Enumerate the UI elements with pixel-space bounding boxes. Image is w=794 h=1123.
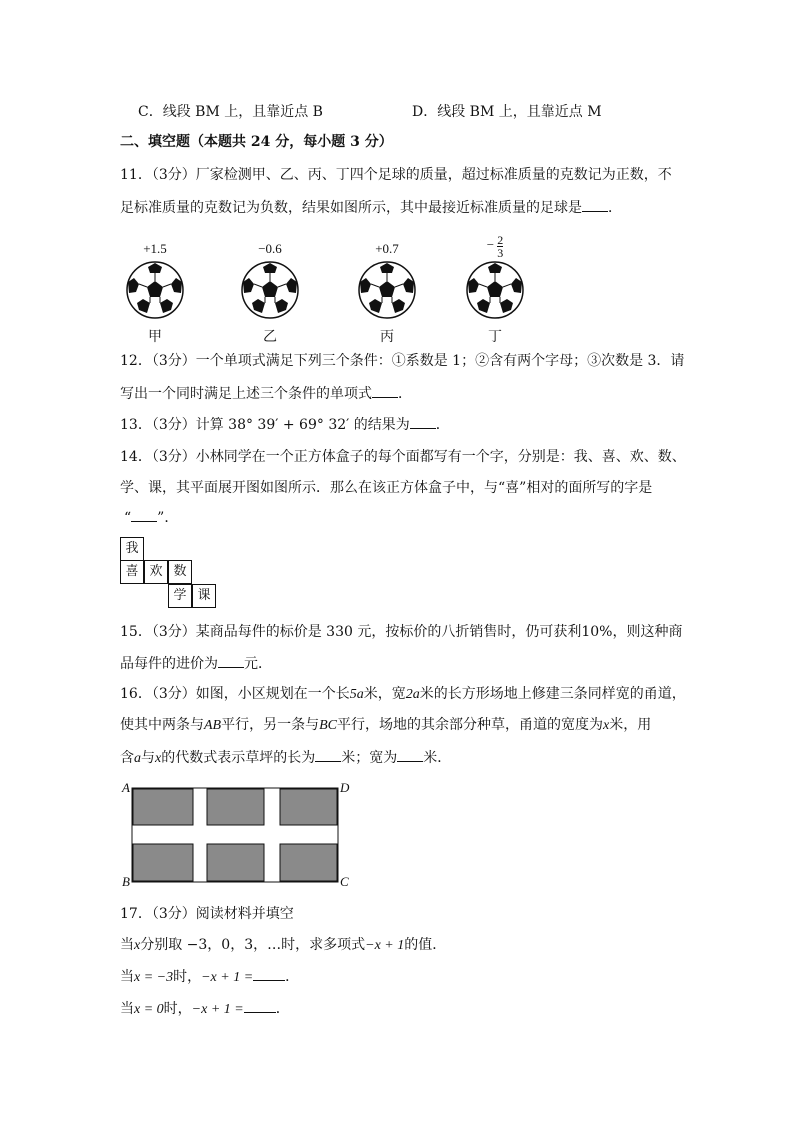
q16-text: 与 <box>141 750 155 766</box>
ball-value: −0.6 <box>258 241 282 256</box>
q13-text: 13．（3分）计算 38° 39′ + 69° 32′ 的结果为 <box>120 417 410 433</box>
ball-bing <box>352 238 422 346</box>
q11-line1: 11．（3分）厂家检测甲、乙、丙、丁四个足球的质量，超过标准质量的克数记为正数，不 <box>120 167 672 183</box>
answer-blank <box>253 966 285 981</box>
q16-text: 平行，场地的其余部分种草，甬道的宽度为 <box>337 717 603 733</box>
q16-text: 米． <box>423 750 452 766</box>
q17-text: 分别取 −3，0，3，…时，求多项式 <box>140 937 366 953</box>
q17-text: ． <box>275 1001 290 1017</box>
soccer-ball-icon <box>357 260 417 320</box>
q16-line2 <box>120 715 651 736</box>
answer-blank <box>244 998 276 1013</box>
q11-period: ． <box>608 200 622 216</box>
q17-text: 当 <box>120 937 134 953</box>
q11-text: 足标准质量的克数记为负数，结果如图所示，其中最接近标准质量的足球是 <box>120 200 582 216</box>
answer-blank <box>218 653 244 668</box>
fraction-sign: − <box>486 237 495 252</box>
q17-expr: x = −3 <box>134 970 174 985</box>
ball-name: 丙 <box>380 329 394 345</box>
q16-text: 米，宽 <box>363 686 406 702</box>
fraction <box>497 234 503 259</box>
q17-expr: −x + 1 = <box>201 970 254 985</box>
q15-unit: 元． <box>244 656 272 672</box>
ball-name: 甲 <box>148 329 162 345</box>
q16-text: 平行，另一条与 <box>221 717 320 733</box>
q16-var: AB <box>204 718 222 733</box>
q13-period: ． <box>435 417 450 433</box>
q17-text: 时， <box>163 1001 192 1017</box>
q16-text: 米，用 <box>609 717 652 733</box>
ball-yi <box>235 238 305 346</box>
q12-period: ． <box>398 386 412 402</box>
q17-expr: −x + 1 = <box>191 1002 244 1017</box>
ball-value: +0.7 <box>375 241 399 256</box>
q14-line2: 学、课，其平面展开图如图所示．那么在该正方体盒子中，与“喜”相对的面所写的字是 <box>120 480 653 496</box>
q16-line1 <box>120 684 686 705</box>
ball-name: 丁 <box>488 329 502 345</box>
q17-expr: x = 0 <box>134 1002 164 1017</box>
q13-line <box>120 414 450 435</box>
net-cell: 学 <box>168 584 192 608</box>
q17-text: 当 <box>120 1001 134 1017</box>
fraction-denominator: 3 <box>497 245 504 260</box>
field-rectangle-figure <box>120 780 360 890</box>
q17-text: 当 <box>120 969 134 985</box>
q17-line2 <box>120 935 446 956</box>
q11-line2 <box>120 197 622 218</box>
soccer-ball-icon <box>240 260 300 320</box>
net-cell: 喜 <box>120 560 144 584</box>
net-cell: 欢 <box>144 560 168 584</box>
q14-quote-close: ”． <box>157 510 179 526</box>
net-cell: 数 <box>168 560 192 584</box>
q16-text: 的代数式表示草坪的长为 <box>161 750 316 766</box>
q12-line2 <box>120 383 412 404</box>
q16-var: 2a <box>405 687 420 702</box>
q16-line3 <box>120 747 451 769</box>
fraction-numerator: 2 <box>497 232 504 247</box>
q14-line3 <box>124 507 178 528</box>
q16-text: 含 <box>120 750 134 766</box>
corner-label-c: C <box>340 874 349 889</box>
ball-value <box>460 230 530 260</box>
q16-var: x <box>603 718 610 733</box>
corner-label-b: B <box>122 874 130 889</box>
q17-text: ． <box>285 969 300 985</box>
answer-blank <box>372 383 398 398</box>
q14-quote-open: “ <box>124 510 132 526</box>
corner-label-a: A <box>122 780 130 795</box>
answer-blank <box>315 747 341 762</box>
answer-blank <box>582 197 608 212</box>
q16-var: 5a <box>349 687 364 702</box>
q12-line1: 12．（3分）一个单项式满足下列三个条件：①系数是 1；②含有两个字母；③次数是 3．请 <box>120 353 685 369</box>
net-cell: 课 <box>192 584 216 608</box>
q17-text: 时， <box>173 969 202 985</box>
field-diagram <box>120 780 360 890</box>
ball-name: 乙 <box>263 329 277 345</box>
q15-line2 <box>120 653 272 674</box>
q16-var: x <box>155 751 162 766</box>
ball-value: +1.5 <box>143 241 167 256</box>
q15-text: 品每件的进价为 <box>120 656 218 672</box>
q17-line1: 17．（3分）阅读材料并填空 <box>120 906 294 922</box>
q17-expr: −x + 1 <box>365 938 405 953</box>
q17-text: 的值． <box>404 937 447 953</box>
q16-text: 16．（3分）如图，小区规划在一个长 <box>120 686 350 702</box>
q12-text: 写出一个同时满足上述三个条件的单项式 <box>120 386 372 402</box>
option-c: C．线段 BM 上，且靠近点 B <box>138 104 323 120</box>
q17-line4 <box>120 998 290 1020</box>
q16-text: 米的长方形场地上修建三条同样宽的甬道， <box>419 686 686 702</box>
q16-var: BC <box>319 718 337 733</box>
q14-line1: 14．（3分）小林同学在一个正方体盒子的每个面都写有一个字，分别是：我、喜、欢、数、 <box>120 449 686 465</box>
answer-blank <box>131 507 157 522</box>
option-d: D．线段 BM 上，且靠近点 M <box>412 104 602 120</box>
corner-label-d: D <box>340 780 350 795</box>
soccer-ball-icon <box>125 260 185 320</box>
ball-jia <box>120 238 190 346</box>
q15-line1: 15．（3分）某商品每件的标价是 330 元，按标价的八折销售时，仍可获利10%，则这种商 <box>120 624 683 640</box>
q17-var: x <box>134 938 141 953</box>
q16-text: 使其中两条与 <box>120 717 204 733</box>
q16-text: 米；宽为 <box>341 750 398 766</box>
q16-var: a <box>134 751 141 766</box>
soccer-ball-icon <box>465 260 525 320</box>
ball-ding <box>460 230 530 346</box>
section-heading: 二、填空题（本题共 24 分，每小题 3 分） <box>120 134 393 150</box>
net-cell: 我 <box>120 537 144 561</box>
q17-line3 <box>120 966 299 988</box>
answer-blank <box>397 747 423 762</box>
answer-blank <box>410 414 436 429</box>
